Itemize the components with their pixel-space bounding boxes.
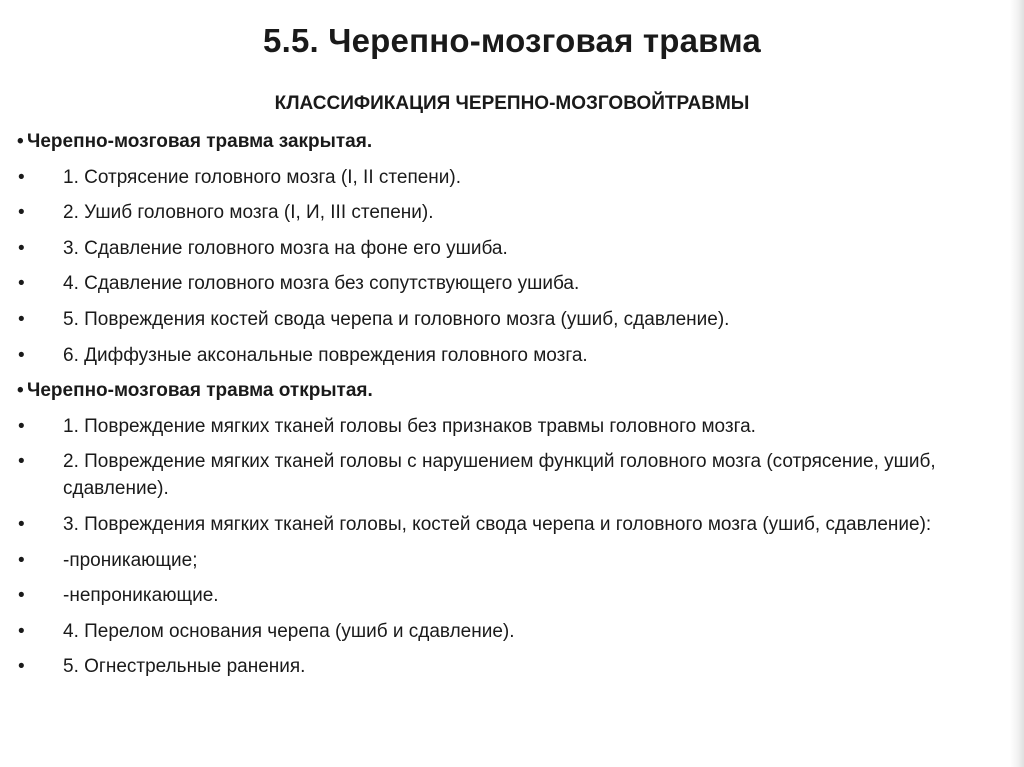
bullet: • xyxy=(18,273,25,295)
bullet: • xyxy=(17,380,24,402)
list-item xyxy=(14,413,1004,440)
list-item xyxy=(14,511,1004,538)
slide-subtitle: КЛАССИФИКАЦИЯ ЧЕРЕПНО-МОЗГОВОЙТРАВМЫ xyxy=(274,93,750,114)
list-item-text: 3. Повреждения мягких тканей головы, костей свода черепа и головного мозга (ушиб, сдавление): xyxy=(63,513,932,535)
list-item-text: 4. Перелом основания черепа (ушиб и сдавление). xyxy=(63,620,515,642)
bullet: • xyxy=(18,451,25,473)
list-item xyxy=(14,270,1004,297)
list-item xyxy=(14,306,1004,333)
list-section-header xyxy=(14,128,1004,155)
slide-title: 5.5. Черепно-мозговая травма xyxy=(263,22,761,59)
list-item-text: 2. Повреждение мягких тканей головы с нарушением функций головного мозга (сотрясение, ушиб, сдавление). xyxy=(63,451,936,500)
bullet: • xyxy=(18,656,25,678)
bullet: • xyxy=(18,166,25,188)
list-item xyxy=(14,342,1004,369)
list-item-text: 5. Огнестрельные ранения. xyxy=(63,656,306,678)
bullet: • xyxy=(18,202,25,224)
list-item-text: 5. Повреждения костей свода черепа и головного мозга (ушиб, сдавление). xyxy=(63,308,730,330)
slide-edge-shadow xyxy=(1010,0,1024,767)
list-item xyxy=(14,618,1004,645)
list-item-text: 1. Повреждение мягких тканей головы без признаков травмы головного мозга. xyxy=(63,415,756,437)
list-section-header xyxy=(14,377,1004,404)
bullet: • xyxy=(18,585,25,607)
bullet: • xyxy=(18,513,25,535)
list-section-header-text: Черепно-мозговая травма открытая. xyxy=(27,380,373,402)
classification-list xyxy=(14,128,1004,689)
list-item xyxy=(14,164,1004,191)
list-item-text: 1. Сотрясение головного мозга (I, II степени). xyxy=(63,166,462,188)
list-item-text: 6. Диффузные аксональные повреждения головного мозга. xyxy=(63,344,588,366)
list-item xyxy=(14,547,1004,574)
list-item xyxy=(14,653,1004,680)
bullet: • xyxy=(18,237,25,259)
list-item xyxy=(14,448,1004,502)
list-item-text: 3. Сдавление головного мозга на фоне его ушиба. xyxy=(63,237,508,259)
bullet: • xyxy=(18,549,25,571)
list-item xyxy=(14,582,1004,609)
list-item xyxy=(14,199,1004,226)
bullet: • xyxy=(18,308,25,330)
list-item xyxy=(14,235,1004,262)
list-item-text: 4. Сдавление головного мозга без сопутствующего ушиба. xyxy=(63,273,580,295)
list-item-text: -непроникающие. xyxy=(63,585,219,607)
bullet: • xyxy=(18,415,25,437)
list-item-text: 2. Ушиб головного мозга (I, И, III степени). xyxy=(63,202,434,224)
bullet: • xyxy=(18,344,25,366)
list-section-header-text: Черепно-мозговая травма закрытая. xyxy=(27,131,373,152)
list-item-text: -проникающие; xyxy=(63,549,198,571)
bullet: • xyxy=(18,620,25,642)
bullet: • xyxy=(17,131,24,152)
